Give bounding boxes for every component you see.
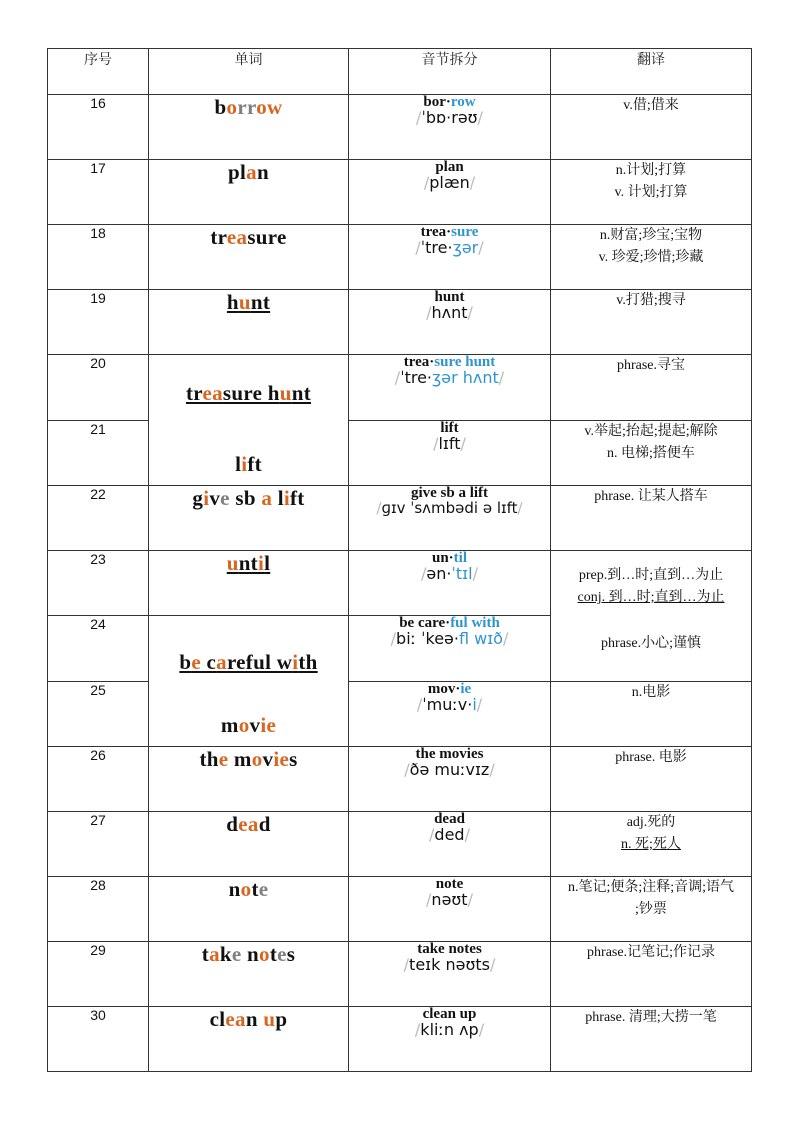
- header-syllable: 音节拆分: [349, 49, 551, 95]
- word-cell: [149, 812, 349, 877]
- word-cell: [149, 95, 349, 160]
- ipa-text: /biː ˈkeə·fl wɪð/: [390, 629, 509, 648]
- syllable-text: take notes: [417, 941, 482, 957]
- word-text: note: [228, 877, 269, 901]
- vocabulary-table: [47, 48, 752, 1072]
- word-cell: [149, 616, 349, 747]
- word-text: treasure hunt: [185, 381, 312, 405]
- translation-cell: n.财富;珍宝;宝物 v. 珍爱;珍惜;珍藏: [551, 225, 752, 290]
- word-text: until: [226, 551, 271, 575]
- row-index: 23: [48, 551, 149, 616]
- row-index: 22: [48, 486, 149, 551]
- header-translation: 翻译: [551, 49, 752, 95]
- translation-cell: v.打猎;搜寻: [551, 290, 752, 355]
- word-cell: [149, 225, 349, 290]
- table-row: [48, 160, 752, 225]
- ipa-text: /ˈmuːv·i/: [416, 694, 483, 714]
- syllable-cell: [349, 355, 551, 421]
- translation-cell: prep.到…时;直到…为止 conj. 到…时;直到…为止 phrase.小心;谨慎: [551, 551, 752, 682]
- ipa-text: /ded/: [429, 825, 470, 844]
- table-row: [48, 95, 752, 160]
- row-index: 25: [48, 681, 149, 747]
- word-text: clean up: [209, 1007, 288, 1031]
- word-text: give sb a lift: [192, 486, 305, 510]
- syllable-text: bor·row: [423, 94, 476, 110]
- word-text: be careful with: [179, 650, 318, 674]
- syllable-cell: [349, 747, 551, 812]
- word-cell: [149, 877, 349, 942]
- word-cell: [149, 1007, 349, 1072]
- translation-cell: v.举起;抬起;提起;解除 n. 电梯;搭便车: [551, 420, 752, 486]
- word-text: borrow: [214, 95, 283, 119]
- word-text: the movies: [199, 747, 298, 771]
- translation-cell: phrase.寻宝: [551, 355, 752, 421]
- row-index: 21: [48, 420, 149, 486]
- word-cell: [149, 355, 349, 486]
- ipa-text: /ˈtre·ʒər hʌnt/: [394, 368, 505, 387]
- translation-cell: phrase. 电影: [551, 747, 752, 812]
- table-row: [48, 812, 752, 877]
- table-row: [48, 290, 752, 355]
- translation-cell: n.笔记;便条;注释;音调;语气 ;钞票: [551, 877, 752, 942]
- ipa-text: /ɡɪv ˈsʌmbədi ə lɪft/: [376, 499, 523, 517]
- translation-cell: phrase.记笔记;作记录: [551, 942, 752, 1007]
- ipa-text: /hʌnt/: [426, 303, 473, 322]
- word-text: take notes: [201, 942, 296, 966]
- syllable-cell: [349, 942, 551, 1007]
- syllable-text: mov·ie: [427, 680, 472, 697]
- ipa-text: /ðə muːvɪz/: [404, 760, 495, 779]
- syllable-cell: [349, 877, 551, 942]
- syllable-text: the movies: [415, 746, 484, 762]
- header-index: 序号: [48, 49, 149, 95]
- row-index: 30: [48, 1007, 149, 1072]
- word-cell: [149, 486, 349, 551]
- row-index: 18: [48, 225, 149, 290]
- syllable-cell: [349, 551, 551, 616]
- header-row: [48, 49, 752, 95]
- row-index: 20: [48, 355, 149, 421]
- syllable-cell: [349, 160, 551, 225]
- word-cell: [149, 551, 349, 616]
- syllable-cell: [349, 1007, 551, 1072]
- word-cell: [149, 747, 349, 812]
- row-index: 29: [48, 942, 149, 1007]
- table-row: [48, 942, 752, 1007]
- syllable-cell: [349, 290, 551, 355]
- translation-cell: n.电影: [551, 681, 752, 747]
- syllable-text: trea·sure hunt: [403, 354, 496, 370]
- ipa-text: /kliːn ʌp/: [414, 1020, 485, 1039]
- translation-cell: adj.死的 n. 死;死人: [551, 812, 752, 877]
- ipa-text: /lɪft/: [433, 433, 466, 453]
- table-row: [48, 225, 752, 290]
- word-text: plan: [228, 160, 269, 184]
- table-row: [48, 1007, 752, 1072]
- header-word: 单词: [149, 49, 349, 95]
- word-text: treasure: [210, 225, 287, 249]
- syllable-cell: [349, 681, 551, 747]
- row-index: 17: [48, 160, 149, 225]
- syllable-cell: [349, 486, 551, 551]
- syllable-text: trea·sure: [420, 224, 479, 240]
- table-row: [48, 486, 752, 551]
- syllable-text: clean up: [422, 1006, 477, 1022]
- word-cell: [149, 290, 349, 355]
- table-row: [48, 355, 752, 421]
- syllable-text: note: [435, 876, 464, 892]
- word-text: movie: [220, 713, 277, 737]
- syllable-text: un·til: [431, 550, 468, 566]
- row-index: 24: [48, 616, 149, 682]
- word-text: lift: [235, 452, 262, 476]
- word-text: hunt: [226, 290, 271, 314]
- ipa-text: /teɪk nəʊts/: [403, 955, 496, 974]
- table-row: [48, 551, 752, 616]
- word-cell: [149, 160, 349, 225]
- ipa-text: /ˈtre·ʒər/: [415, 238, 484, 257]
- syllable-text: give sb a lift: [410, 485, 489, 501]
- row-index: 19: [48, 290, 149, 355]
- ipa-text: /ən·ˈtɪl/: [421, 564, 478, 583]
- table-row: [48, 877, 752, 942]
- syllable-text: dead: [434, 811, 465, 827]
- syllable-cell: [349, 616, 551, 682]
- syllable-cell: [349, 225, 551, 290]
- translation-cell: phrase. 清理;大捞一笔: [551, 1007, 752, 1072]
- translation-cell: phrase. 让某人搭车: [551, 486, 752, 551]
- syllable-text: be care·ful with: [399, 615, 500, 631]
- ipa-text: /ˈbɒ·rəʊ/: [416, 108, 483, 127]
- syllable-text: lift: [440, 419, 459, 436]
- ipa-text: /plæn/: [423, 173, 476, 192]
- syllable-cell: [349, 420, 551, 486]
- syllable-cell: [349, 812, 551, 877]
- syllable-text: plan: [435, 159, 464, 175]
- row-index: 27: [48, 812, 149, 877]
- word-text: dead: [226, 812, 271, 836]
- syllable-text: hunt: [434, 289, 465, 305]
- row-index: 16: [48, 95, 149, 160]
- ipa-text: /nəʊt/: [426, 890, 473, 909]
- row-index: 26: [48, 747, 149, 812]
- word-cell: [149, 942, 349, 1007]
- row-index: 28: [48, 877, 149, 942]
- syllable-cell: [349, 95, 551, 160]
- translation-cell: v.借;借来: [551, 95, 752, 160]
- table-row: [48, 747, 752, 812]
- translation-cell: n.计划;打算 v. 计划;打算: [551, 160, 752, 225]
